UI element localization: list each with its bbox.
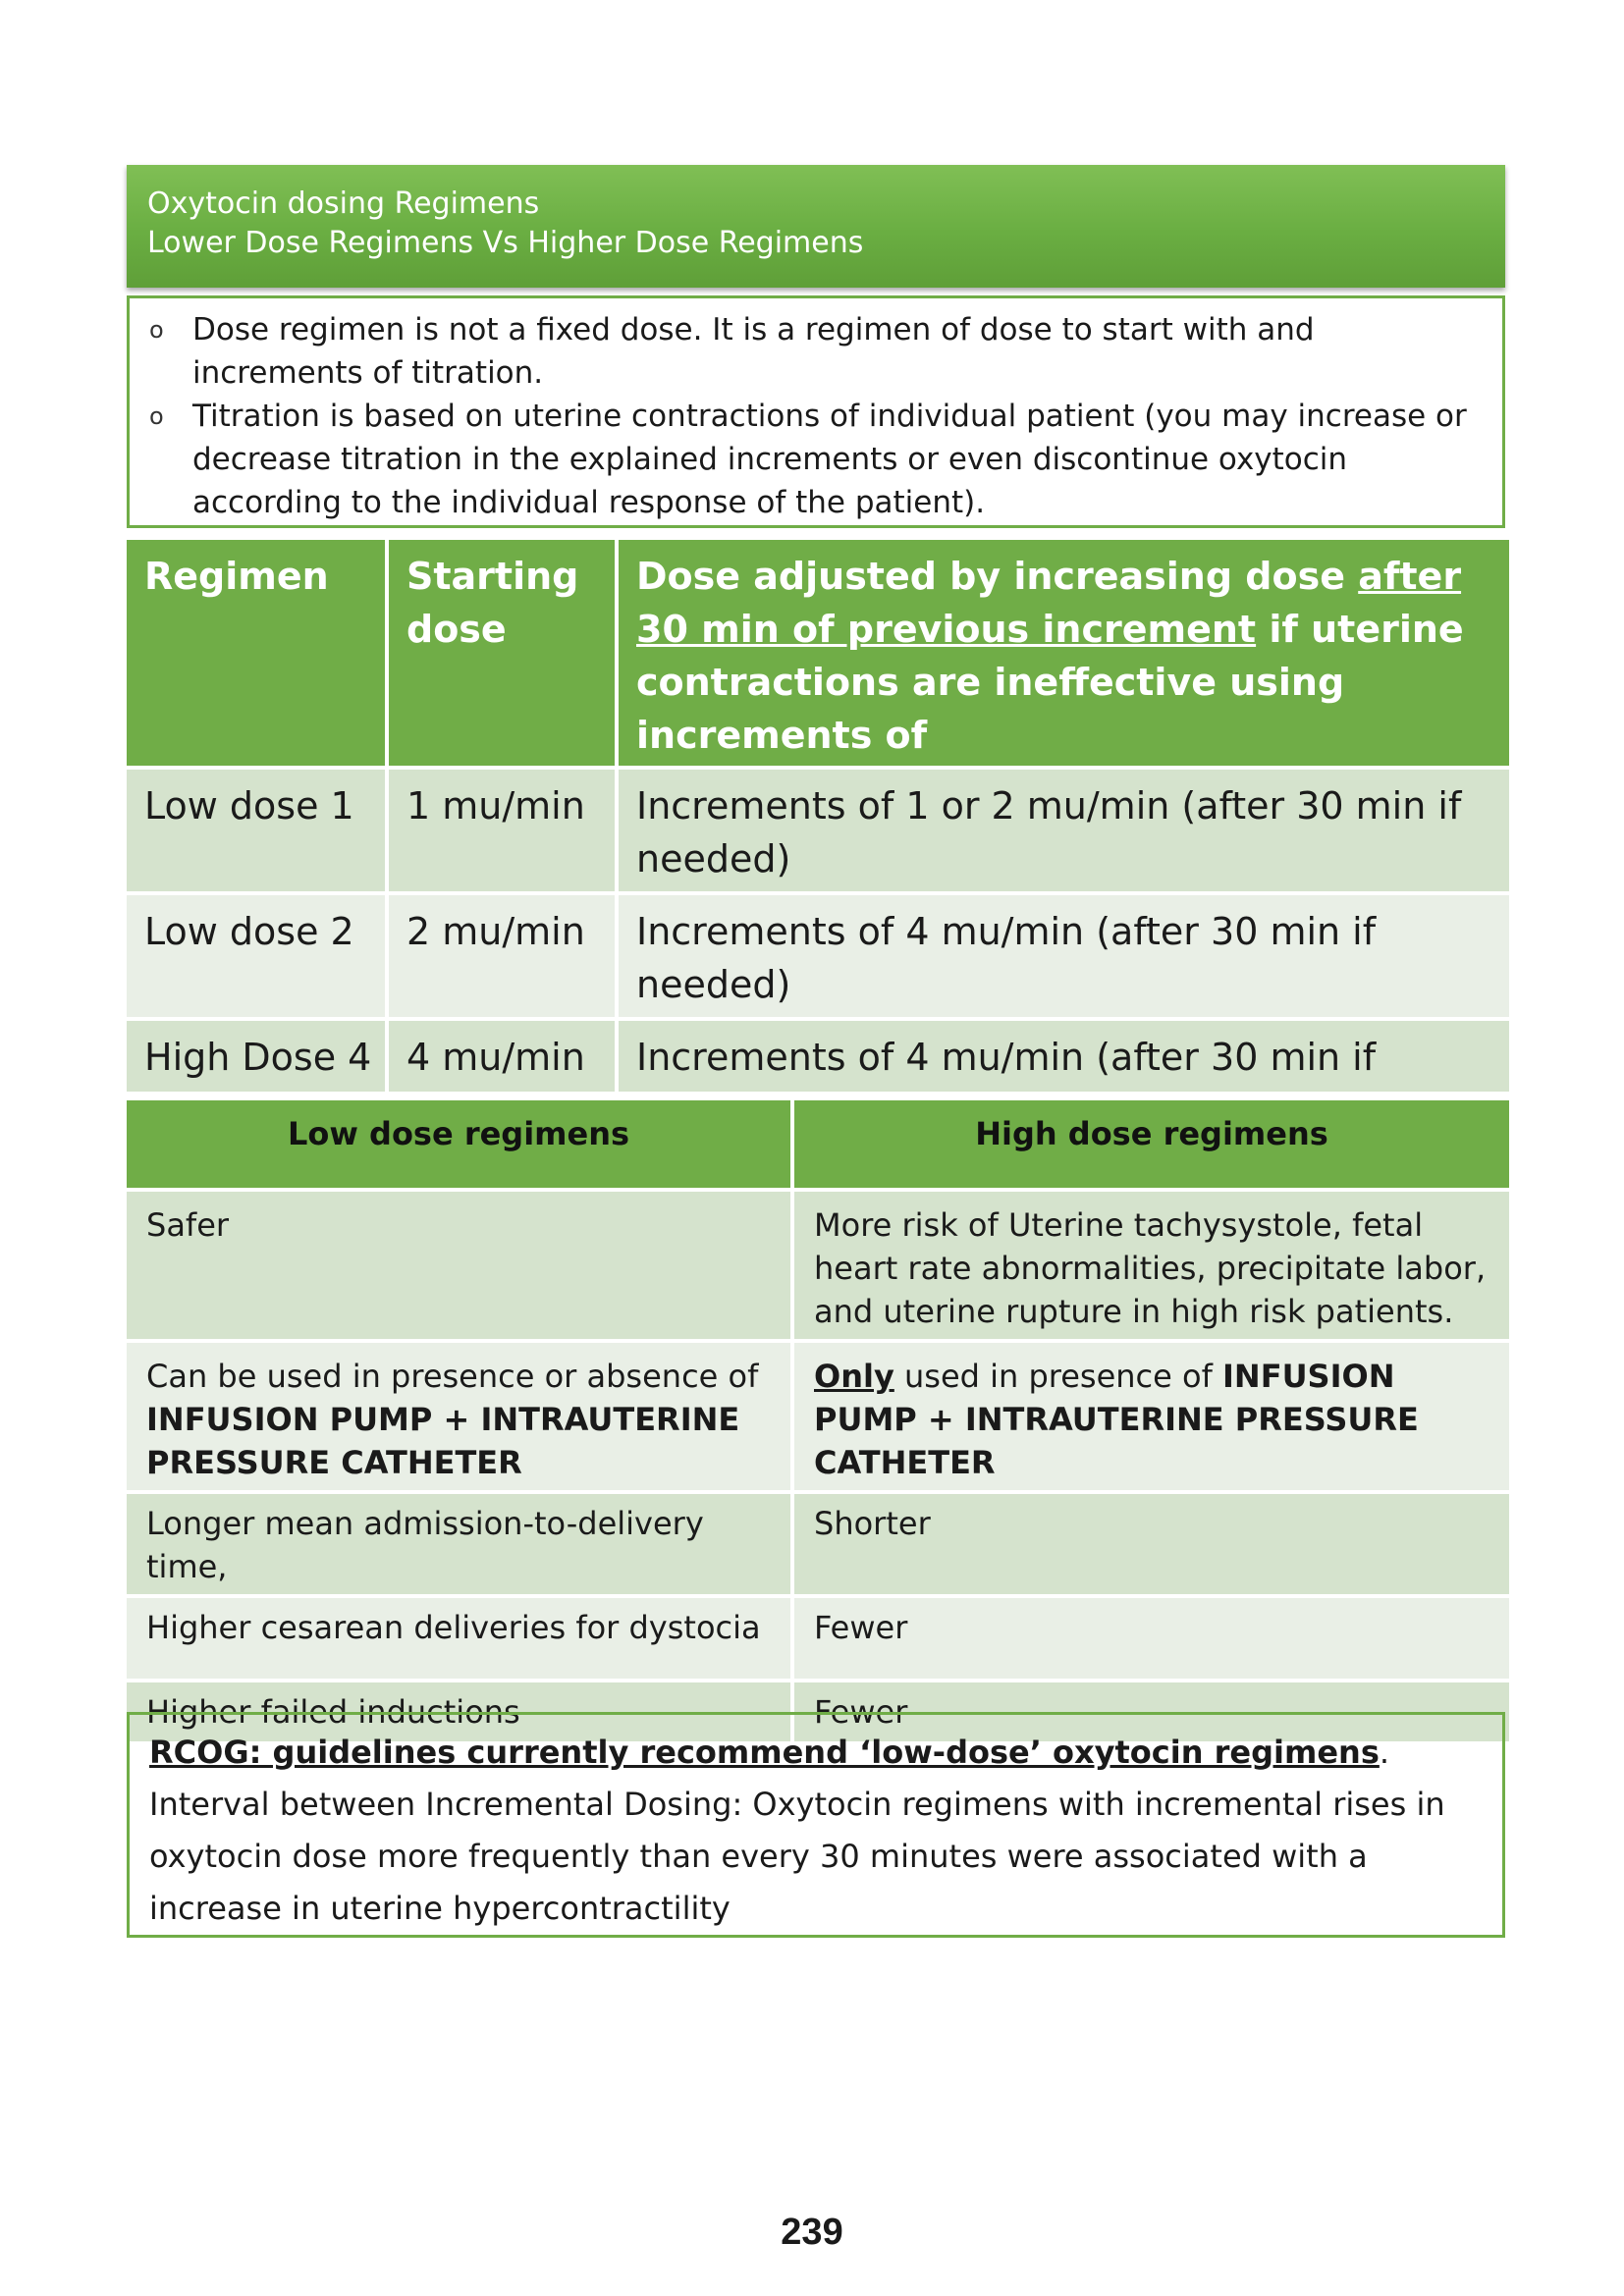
bullet-icon: o: [149, 316, 164, 344]
note-text: Titration is based on uterine contractions of individual patient (you may increase or decrease titration in the explained increments or even discontinue oxytocin according to the individual response of the patient).: [192, 399, 1467, 520]
notes-box: [127, 295, 1505, 528]
table-row: [127, 895, 1509, 1017]
high-cell-bold: INFUSION PUMP + INTRAUTERINE PRESSURE CATHETER: [814, 1358, 1419, 1481]
table-row: [127, 1494, 1509, 1594]
regimen-cell: Low dose 1: [127, 770, 385, 891]
banner-title: Oxytocin dosing Regimens: [147, 187, 540, 221]
header-starting-dose: Starting dose: [389, 540, 615, 766]
list-item: [149, 395, 1483, 524]
table-row: [127, 770, 1509, 891]
regimen-cell: Low dose 2: [127, 895, 385, 1017]
comparison-table: [123, 1096, 1513, 1745]
rcog-heading-period: .: [1379, 1734, 1390, 1771]
increment-cell: Increments of 1 or 2 mu/min (after 30 min if needed): [619, 770, 1509, 891]
rcog-body: Interval between Incremental Dosing: Oxytocin regimens with incremental rises in oxytocin dose more frequently than every 30 minutes were associated with a increase in uterine hypercontractility: [149, 1786, 1445, 1927]
high-cell: [794, 1343, 1509, 1490]
header-adjust-suffix: if uterine contractions are ineffective using increments of: [636, 608, 1464, 757]
table-row: [127, 1192, 1509, 1339]
rcog-box: [127, 1712, 1505, 1938]
table-row: [127, 1021, 1509, 1092]
header-adjust-prefix: Dose adjusted by increasing dose: [636, 555, 1359, 598]
page-number: 239: [781, 2212, 843, 2253]
start-dose-cell: 2 mu/min: [389, 895, 615, 1017]
header-low-dose: Low dose regimens: [127, 1100, 790, 1188]
high-cell: More risk of Uterine tachysystole, fetal heart rate abnormalities, precipitate labor, and uterine rupture in high risk patients.: [794, 1192, 1509, 1339]
table-row: [127, 1598, 1509, 1679]
header-adjust-underlined: after 30 min of previous increment: [636, 555, 1462, 651]
high-cell: Shorter: [794, 1494, 1509, 1594]
regimen-cell: High Dose 4: [127, 1021, 385, 1092]
table-row: [127, 1343, 1509, 1490]
high-cell: Fewer: [794, 1598, 1509, 1679]
banner-subtitle: Lower Dose Regimens Vs Higher Dose Regimens: [147, 226, 864, 260]
increment-cell: Increments of 4 mu/min (after 30 min if: [619, 1021, 1509, 1092]
increment-cell: Increments of 4 mu/min (after 30 min if needed): [619, 895, 1509, 1017]
dosing-table: [123, 536, 1509, 1095]
low-cell: [127, 1343, 790, 1490]
list-item: [149, 308, 1483, 395]
high-cell-text: used in presence of: [893, 1358, 1223, 1395]
section-banner: [127, 165, 1505, 288]
header-regimen: Regimen: [127, 540, 385, 766]
low-cell: Higher cesarean deliveries for dystocia: [127, 1598, 790, 1679]
low-cell-text: Can be used in presence or absence of: [146, 1358, 759, 1395]
header-high-dose: High dose regimens: [794, 1100, 1509, 1188]
high-cell-only: Only: [814, 1358, 894, 1395]
start-dose-cell: 4 mu/min: [389, 1021, 615, 1092]
low-cell: Higher failed inductions: [127, 1682, 790, 1741]
bullet-icon: o: [149, 402, 164, 430]
dosing-table-viewport: [123, 536, 1509, 1095]
note-text: Dose regimen is not a fixed dose. It is a regimen of dose to start with and increments of titration.: [192, 312, 1315, 391]
low-cell: Safer: [127, 1192, 790, 1339]
high-cell: Fewer: [794, 1682, 1509, 1741]
header-dose-adjusted: [619, 540, 1509, 766]
low-cell: Longer mean admission-to-delivery time,: [127, 1494, 790, 1594]
rcog-heading: RCOG: guidelines currently recommend ‘low-dose’ oxytocin regimens: [149, 1734, 1380, 1771]
low-cell-bold: INFUSION PUMP + INTRAUTERINE PRESSURE CATHETER: [146, 1401, 740, 1481]
start-dose-cell: 1 mu/min: [389, 770, 615, 891]
